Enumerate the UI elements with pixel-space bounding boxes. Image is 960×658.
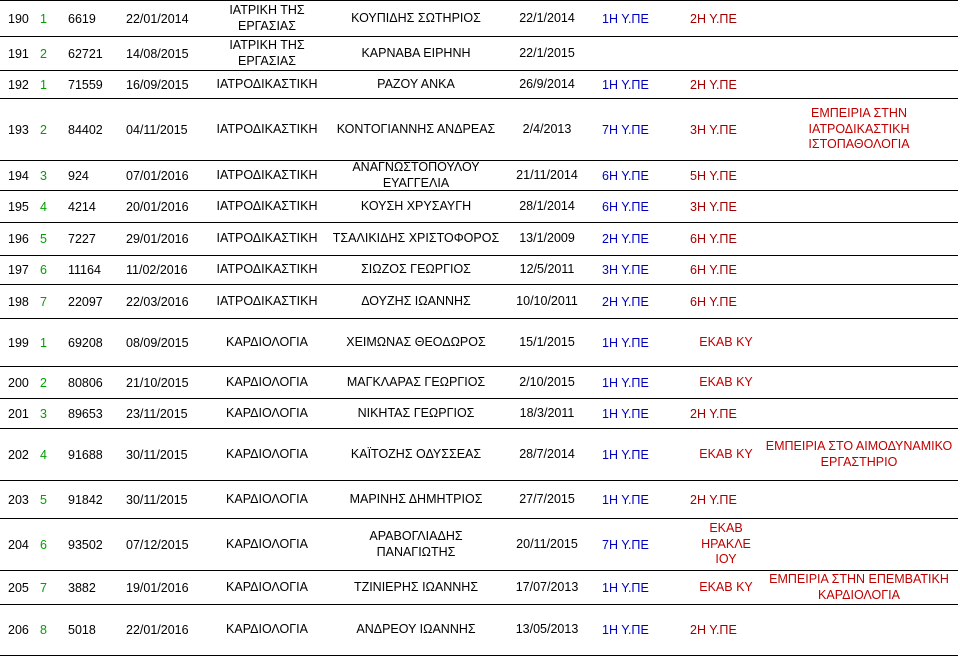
preference-1: 7Η Υ.ΠΕ xyxy=(602,122,649,137)
protocol-number: 6619 xyxy=(68,11,96,26)
start-date: 20/11/2015 xyxy=(516,536,578,551)
row-number: 196 xyxy=(8,232,29,246)
application-date: 30/11/2015 xyxy=(126,492,188,507)
sequence-number: 2 xyxy=(40,122,47,137)
specialty: ΙΑΤΡΙΚΗ ΤΗΣ ΕΡΓΑΣΙΑΣ xyxy=(229,2,305,33)
preference-2: 5Η Υ.ΠΕ xyxy=(690,168,737,183)
preference-2: 2Η Υ.ΠΕ xyxy=(690,406,737,421)
full-name: ΚΟΝΤΟΓΙΑΝΝΗΣ ΑΝΔΡΕΑΣ xyxy=(336,121,496,136)
specialty: ΚΑΡΔΙΟΛΟΓΙΑ xyxy=(226,334,308,349)
sequence-number: 7 xyxy=(40,294,47,309)
specialty: ΙΑΤΡΟΔΙΚΑΣΤΙΚΗ xyxy=(216,231,318,246)
start-date: 27/7/2015 xyxy=(519,491,575,506)
protocol-number: 22097 xyxy=(68,294,103,309)
specialty: ΙΑΤΡΟΔΙΚΑΣΤΙΚΗ xyxy=(216,76,318,91)
preference-3: ΕΚΑΒ ΗΡΑΚΛΕ ΙΟΥ xyxy=(701,521,751,567)
preference-2: 6Η Υ.ΠΕ xyxy=(690,232,737,246)
full-name: ΝΙΚΗΤΑΣ ΓΕΩΡΓΙΟΣ xyxy=(357,405,475,420)
full-name: ΡΑΖΟΥ ΑΝΚΑ xyxy=(377,76,455,91)
application-date: 29/01/2016 xyxy=(126,232,189,246)
preference-1: 1Η Υ.ΠΕ xyxy=(602,580,649,595)
application-date: 22/03/2016 xyxy=(126,294,189,309)
preference-1: 6Η Υ.ΠΕ xyxy=(602,199,649,214)
sequence-number: 8 xyxy=(40,623,47,637)
application-date: 22/01/2014 xyxy=(126,11,189,26)
row-number: 202 xyxy=(8,447,29,462)
preference-1 xyxy=(602,37,682,70)
table-row xyxy=(0,255,958,284)
row-number: 199 xyxy=(8,335,29,350)
application-date: 08/09/2015 xyxy=(126,335,189,350)
row-number: 195 xyxy=(8,199,29,214)
sequence-number: 5 xyxy=(40,232,47,246)
start-date: 12/5/2011 xyxy=(519,262,575,277)
preference-1: 2Η Υ.ΠΕ xyxy=(602,232,649,246)
row-number: 203 xyxy=(8,492,29,507)
row-number: 198 xyxy=(8,294,29,309)
start-date: 28/1/2014 xyxy=(519,198,575,213)
protocol-number: 3882 xyxy=(68,580,96,595)
row-number: 204 xyxy=(8,537,29,552)
protocol-number: 924 xyxy=(68,168,89,183)
note xyxy=(760,367,958,398)
preference-1: 7Η Υ.ΠΕ xyxy=(602,537,649,552)
protocol-number: 5018 xyxy=(68,623,96,637)
note: ΕΜΠΕΙΡΙΑ ΣΤΟ ΑΙΜΟΔΥΝΑΜΙΚΟ ΕΡΓΑΣΤΗΡΙΟ xyxy=(765,438,953,469)
row-number: 197 xyxy=(8,263,29,277)
sequence-number: 1 xyxy=(40,11,47,26)
note xyxy=(760,519,958,570)
specialty: ΙΑΤΡΟΔΙΚΑΣΤΙΚΗ xyxy=(216,167,318,182)
application-date: 30/11/2015 xyxy=(126,447,188,462)
table-row xyxy=(0,518,958,570)
application-date: 23/11/2015 xyxy=(126,406,188,421)
protocol-number: 91688 xyxy=(68,447,103,462)
note xyxy=(760,605,958,655)
start-date: 13/1/2009 xyxy=(519,231,575,246)
protocol-number: 91842 xyxy=(68,492,103,507)
protocol-number: 84402 xyxy=(68,122,103,137)
preference-2: 2Η Υ.ΠΕ xyxy=(690,11,737,26)
start-date: 13/05/2013 xyxy=(515,622,579,637)
table-row xyxy=(0,160,958,190)
table-row xyxy=(0,0,958,36)
sequence-number: 1 xyxy=(40,77,47,92)
table-row xyxy=(0,36,958,70)
row-number: 193 xyxy=(8,122,29,137)
preference-3: ΕΚΑΒ ΚΥ xyxy=(699,334,753,349)
note xyxy=(760,285,958,318)
sequence-number: 6 xyxy=(40,263,47,277)
preference-2: 6Η Υ.ΠΕ xyxy=(690,263,737,277)
sequence-number: 5 xyxy=(40,492,47,507)
row-number: 192 xyxy=(8,77,29,92)
table-row xyxy=(0,570,958,604)
note xyxy=(760,191,958,222)
sequence-number: 4 xyxy=(40,199,47,214)
specialty: ΚΑΡΔΙΟΛΟΓΙΑ xyxy=(226,374,308,389)
specialty: ΚΑΡΔΙΟΛΟΓΙΑ xyxy=(226,622,308,637)
preference-1: 1Η Υ.ΠΕ xyxy=(602,406,649,421)
preference-1: 1Η Υ.ΠΕ xyxy=(602,77,649,92)
specialty: ΙΑΤΡΟΔΙΚΑΣΤΙΚΗ xyxy=(216,262,318,277)
full-name: ΧΕΙΜΩΝΑΣ ΘΕΟΔΩΡΟΣ xyxy=(346,334,486,349)
specialty: ΚΑΡΔΙΟΛΟΓΙΑ xyxy=(226,491,308,506)
protocol-number: 62721 xyxy=(68,46,103,61)
application-date: 21/10/2015 xyxy=(126,375,189,390)
specialty: ΚΑΡΔΙΟΛΟΓΙΑ xyxy=(226,405,308,420)
preference-2: 2Η Υ.ΠΕ xyxy=(690,77,737,92)
protocol-number: 7227 xyxy=(68,232,96,246)
specialty: ΙΑΤΡΟΔΙΚΑΣΤΙΚΗ xyxy=(216,198,318,213)
protocol-number: 4214 xyxy=(68,199,96,214)
note xyxy=(760,1,958,36)
table-row xyxy=(0,398,958,428)
sequence-number: 3 xyxy=(40,168,47,183)
protocol-number: 71559 xyxy=(68,77,103,92)
note: ΕΜΠΕΙΡΙΑ ΣΤΗΝ ΕΠΕΜΒΑΤΙΚΗ ΚΑΡΔΙΟΛΟΓΙΑ xyxy=(769,571,949,602)
preference-2: 3Η Υ.ΠΕ xyxy=(690,199,737,214)
sequence-number: 7 xyxy=(40,580,47,595)
full-name: ΣΙΩΖΟΣ ΓΕΩΡΓΙΟΣ xyxy=(361,262,471,277)
note xyxy=(760,161,958,190)
preference-2: 6Η Υ.ΠΕ xyxy=(690,294,737,309)
protocol-number: 11164 xyxy=(68,263,101,277)
note xyxy=(760,223,958,255)
start-date: 21/11/2014 xyxy=(516,167,578,182)
application-date: 19/01/2016 xyxy=(126,580,189,595)
specialty: ΚΑΡΔΙΟΛΟΓΙΑ xyxy=(226,446,308,461)
row-number: 205 xyxy=(8,580,29,595)
table-row xyxy=(0,428,958,480)
full-name: ΚΑΡΝΑΒΑ ΕΙΡΗΝΗ xyxy=(361,45,471,60)
preference-1: 1Η Υ.ΠΕ xyxy=(602,492,649,507)
table-row xyxy=(0,222,958,255)
preference-1: 1Η Υ.ΠΕ xyxy=(602,335,649,350)
full-name: ΑΡΑΒΟΓΛΙΑΔΗΣ ΠΑΝΑΓΙΩΤΗΣ xyxy=(369,528,463,559)
note: ΕΜΠΕΙΡΙΑ ΣΤΗΝ ΙΑΤΡΟΔΙΚΑΣΤΙΚΗ ΙΣΤΟΠΑΘΟΛΟΓΙΑ xyxy=(808,106,910,152)
preference-1: 1Η Υ.ΠΕ xyxy=(602,11,649,26)
preference-2: 2Η Υ.ΠΕ xyxy=(690,623,737,637)
sequence-number: 2 xyxy=(40,46,47,61)
row-number: 200 xyxy=(8,375,29,390)
preference-3: ΕΚΑΒ ΚΥ xyxy=(699,374,753,389)
note xyxy=(760,481,958,518)
note xyxy=(760,256,958,284)
preference-2: 2Η Υ.ΠΕ xyxy=(690,492,737,507)
full-name: ΤΣΑΛΙΚΙΔΗΣ ΧΡΙΣΤΟΦΟΡΟΣ xyxy=(332,231,500,246)
specialty: ΚΑΡΔΙΟΛΟΓΙΑ xyxy=(226,536,308,551)
full-name: ΤΖΙΝΙΕΡΗΣ ΙΩΑΝΝΗΣ xyxy=(353,579,479,594)
preference-3: ΕΚΑΒ ΚΥ xyxy=(699,446,753,461)
row-number: 194 xyxy=(8,168,29,183)
preference-1: 1Η Υ.ΠΕ xyxy=(602,447,649,462)
sequence-number: 4 xyxy=(40,447,47,462)
application-date: 14/08/2015 xyxy=(126,46,189,61)
row-number: 201 xyxy=(8,406,29,421)
preference-1: 2Η Υ.ΠΕ xyxy=(602,294,649,309)
preference-1: 6Η Υ.ΠΕ xyxy=(602,168,649,183)
start-date: 2/10/2015 xyxy=(519,374,575,389)
protocol-number: 93502 xyxy=(68,537,103,552)
start-date: 10/10/2011 xyxy=(516,293,578,308)
specialty: ΚΑΡΔΙΟΛΟΓΙΑ xyxy=(226,579,308,594)
sequence-number: 2 xyxy=(40,375,47,390)
start-date: 28/7/2014 xyxy=(519,446,575,461)
full-name: ΜΑΓΚΛΑΡΑΣ ΓΕΩΡΓΙΟΣ xyxy=(346,374,486,389)
preference-1: 1Η Υ.ΠΕ xyxy=(602,375,649,390)
protocol-number: 89653 xyxy=(68,406,103,421)
protocol-number: 69208 xyxy=(68,335,103,350)
start-date: 26/9/2014 xyxy=(519,76,575,91)
full-name: ΜΑΡΙΝΗΣ ΔΗΜΗΤΡΙΟΣ xyxy=(349,491,483,506)
table-row xyxy=(0,284,958,318)
note xyxy=(760,319,958,366)
start-date: 2/4/2013 xyxy=(522,121,572,136)
full-name: ΚΟΥΠΙΔΗΣ ΣΩΤΗΡΙΟΣ xyxy=(351,10,481,25)
application-date: 04/11/2015 xyxy=(126,122,188,137)
specialty: ΙΑΤΡΙΚΗ ΤΗΣ ΕΡΓΑΣΙΑΣ xyxy=(229,37,305,68)
table-row xyxy=(0,98,958,160)
start-date: 15/1/2015 xyxy=(519,334,575,349)
preference-1: 1Η Υ.ΠΕ xyxy=(602,623,649,637)
table-row xyxy=(0,480,958,518)
specialty: ΙΑΤΡΟΔΙΚΑΣΤΙΚΗ xyxy=(216,121,318,136)
full-name: ΚΟΥΣΗ ΧΡΥΣΑΥΓΗ xyxy=(360,198,472,213)
full-name: ΔΟΥΖΗΣ ΙΩΑΝΝΗΣ xyxy=(361,293,471,308)
application-date: 22/01/2016 xyxy=(126,623,189,637)
table-row xyxy=(0,604,958,656)
sequence-number: 1 xyxy=(40,335,47,350)
full-name: ΑΝΑΓΝΩΣΤΟΠΟΥΛΟΥ ΕΥΑΓΓΕΛΙΑ xyxy=(352,159,480,190)
application-date: 16/09/2015 xyxy=(126,77,189,92)
application-date: 07/12/2015 xyxy=(126,537,189,552)
protocol-number: 80806 xyxy=(68,375,103,390)
start-date: 17/07/2013 xyxy=(515,579,579,594)
full-name: ΑΝΔΡΕΟΥ ΙΩΑΝΝΗΣ xyxy=(356,622,476,637)
sequence-number: 3 xyxy=(40,406,47,421)
table-row xyxy=(0,318,958,366)
preference-2 xyxy=(690,37,756,70)
preference-1: 3Η Υ.ΠΕ xyxy=(602,263,649,277)
application-date: 20/01/2016 xyxy=(126,199,189,214)
table-row xyxy=(0,70,958,98)
table-row xyxy=(0,190,958,222)
preference-2: 3Η Υ.ΠΕ xyxy=(690,122,737,137)
start-date: 18/3/2011 xyxy=(519,405,575,420)
note xyxy=(760,399,958,428)
application-date: 07/01/2016 xyxy=(126,168,189,183)
start-date: 22/1/2014 xyxy=(519,10,575,25)
full-name: ΚΑΪΤΟΖΗΣ ΟΔΥΣΣΕΑΣ xyxy=(350,446,482,461)
row-number: 206 xyxy=(8,623,29,637)
application-date: 11/02/2016 xyxy=(126,263,188,277)
sequence-number: 6 xyxy=(40,537,47,552)
preference-3: ΕΚΑΒ ΚΥ xyxy=(699,579,753,594)
table-row xyxy=(0,366,958,398)
row-number: 190 xyxy=(8,11,29,26)
specialty: ΙΑΤΡΟΔΙΚΑΣΤΙΚΗ xyxy=(216,293,318,308)
note xyxy=(760,71,958,98)
start-date: 22/1/2015 xyxy=(519,45,575,60)
row-number: 191 xyxy=(8,46,29,61)
note xyxy=(760,37,958,70)
